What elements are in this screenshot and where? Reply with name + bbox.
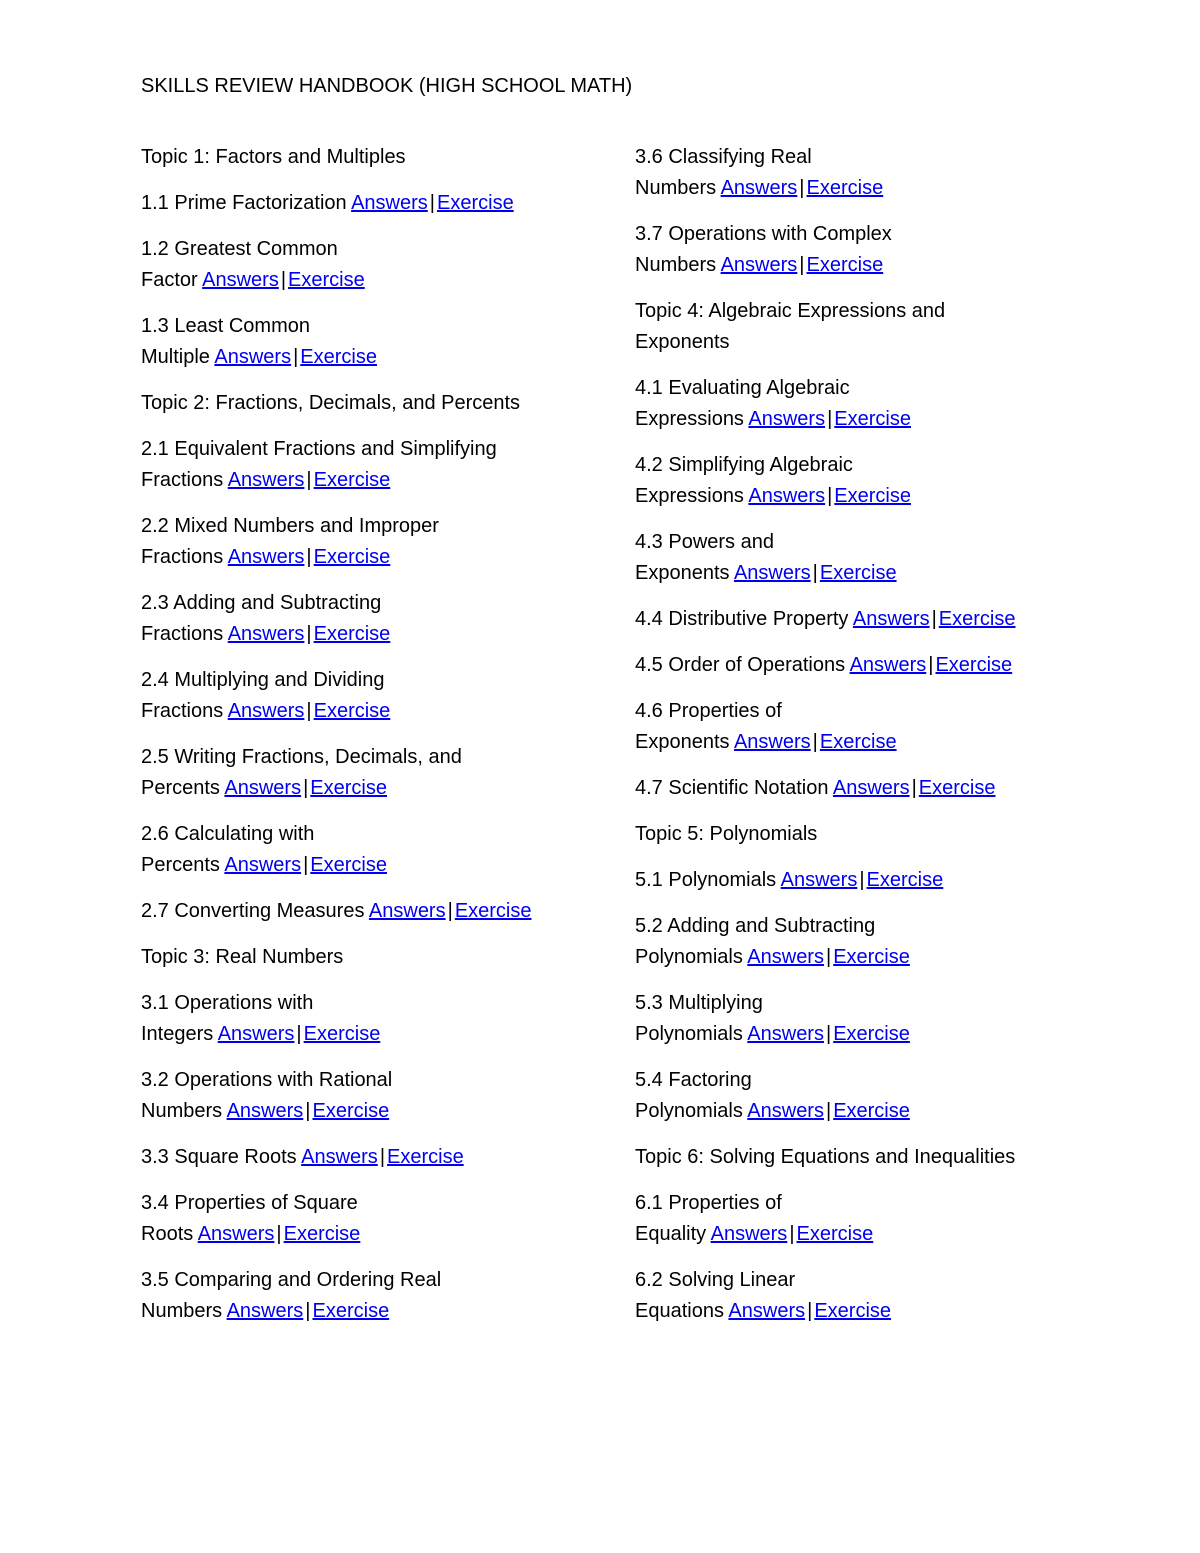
entry-text: 5.1 Polynomials	[635, 869, 777, 891]
section-entry	[635, 1265, 1075, 1327]
entry-text: 3.1 Operations with	[141, 992, 314, 1014]
exercise-link[interactable]: Exercise	[834, 485, 911, 507]
link-separator: |	[306, 469, 312, 491]
exercise-link[interactable]: Exercise	[310, 854, 387, 876]
exercise-link[interactable]: Exercise	[313, 546, 391, 568]
section-entry	[635, 1188, 1075, 1250]
answers-link[interactable]: Answers	[226, 1100, 304, 1122]
section-entry	[635, 604, 1075, 635]
section-entry	[635, 373, 1075, 435]
entry-text: Topic 1: Factors and Multiples	[141, 146, 406, 168]
entry-text: 4.2 Simplifying Algebraic	[635, 454, 853, 476]
link-separator: |	[789, 1223, 795, 1245]
answers-link[interactable]: Answers	[214, 346, 292, 368]
exercise-link[interactable]: Exercise	[283, 1223, 361, 1245]
page-title: SKILLS REVIEW HANDBOOK (HIGH SCHOOL MATH)	[141, 75, 633, 97]
entry-text: 1.3 Least Common	[141, 315, 310, 337]
entry-text: Fractions	[141, 546, 224, 568]
section-entry	[635, 1065, 1075, 1127]
exercise-link[interactable]: Exercise	[918, 777, 996, 799]
section-entry	[141, 188, 581, 219]
entry-text: 1.1 Prime Factorization	[141, 192, 347, 214]
exercise-link[interactable]: Exercise	[303, 1023, 381, 1045]
exercise-link[interactable]: Exercise	[312, 1100, 390, 1122]
entry-text: 3.3 Square Roots	[141, 1146, 297, 1168]
entry-text: 2.6 Calculating with	[141, 823, 315, 845]
section-entry	[141, 1188, 581, 1250]
exercise-link[interactable]: Exercise	[938, 608, 1016, 630]
left-column	[141, 142, 581, 1342]
entry-text: Expressions	[635, 485, 744, 507]
section-entry	[635, 911, 1075, 973]
link-separator: |	[429, 192, 435, 214]
link-separator: |	[303, 854, 309, 876]
answers-link[interactable]: Answers	[733, 731, 811, 753]
entry-text: Exponents	[635, 562, 730, 584]
exercise-link[interactable]: Exercise	[313, 623, 391, 645]
entry-text: 3.6 Classifying Real	[635, 146, 812, 168]
entry-text: 2.1 Equivalent Fractions and Simplifying	[141, 438, 497, 460]
entry-text: Exponents	[635, 731, 730, 753]
entry-text: Percents	[141, 777, 220, 799]
link-separator: |	[799, 177, 805, 199]
link-separator: |	[280, 269, 287, 291]
section-entry	[635, 773, 1075, 804]
link-separator: |	[859, 869, 865, 891]
link-separator: |	[799, 254, 805, 276]
section-entry	[141, 988, 581, 1050]
link-separator: |	[303, 777, 309, 799]
link-separator: |	[447, 900, 453, 922]
exercise-link[interactable]: Exercise	[454, 900, 532, 922]
link-separator: |	[825, 1023, 832, 1045]
entry-text: 6.1 Properties of	[635, 1192, 782, 1214]
entry-text: 3.2 Operations with Rational	[141, 1069, 393, 1091]
entry-text: 4.7 Scientific Notation	[635, 777, 829, 799]
link-separator: |	[911, 777, 917, 799]
answers-link[interactable]: Answers	[747, 1023, 824, 1045]
entry-text: 5.3 Multiplying	[635, 992, 763, 1014]
answers-link[interactable]: Answers	[733, 562, 811, 584]
entry-text: Fractions	[141, 700, 224, 722]
entry-text: 4.5 Order of Operations	[635, 654, 846, 676]
entry-text: 4.1 Evaluating Algebraic	[635, 377, 850, 399]
exercise-link[interactable]: Exercise	[300, 346, 377, 368]
exercise-link[interactable]: Exercise	[935, 654, 1013, 676]
entry-text: Roots	[141, 1223, 194, 1245]
entry-text: Expressions	[635, 408, 744, 430]
entry-text: Multiple	[141, 346, 210, 368]
section-entry	[141, 665, 581, 727]
entry-text: Equality	[635, 1223, 707, 1245]
answers-link[interactable]: Answers	[852, 608, 930, 630]
link-separator: |	[293, 346, 299, 368]
link-separator: |	[306, 700, 312, 722]
section-entry	[141, 434, 581, 496]
exercise-link[interactable]: Exercise	[806, 177, 884, 199]
entry-text: Numbers	[635, 254, 717, 276]
section-entry	[141, 1142, 581, 1173]
link-separator: |	[305, 1100, 311, 1122]
section-entry	[635, 650, 1075, 681]
answers-link[interactable]: Answers	[832, 777, 910, 799]
answers-link[interactable]: Answers	[217, 1023, 295, 1045]
topic-heading	[635, 1142, 1075, 1173]
link-separator: |	[305, 1300, 311, 1322]
entry-text: Polynomials	[635, 946, 743, 968]
link-separator: |	[306, 623, 312, 645]
topic-heading	[635, 296, 1075, 358]
answers-link[interactable]: Answers	[720, 254, 798, 276]
section-entry	[635, 219, 1075, 281]
entry-text: 3.7 Operations with Complex	[635, 223, 892, 245]
entry-text: Topic 4: Algebraic Expressions and	[635, 300, 946, 322]
answers-link[interactable]: Answers	[227, 700, 305, 722]
exercise-link[interactable]: Exercise	[313, 469, 391, 491]
link-separator: |	[928, 654, 934, 676]
section-entry	[141, 819, 581, 881]
exercise-link[interactable]: Exercise	[866, 869, 944, 891]
entry-text: 6.2 Solving Linear	[635, 1269, 796, 1291]
answers-link[interactable]: Answers	[224, 854, 302, 876]
entry-text: 4.6 Properties of	[635, 700, 782, 722]
answers-link[interactable]: Answers	[368, 900, 446, 922]
entry-text: Exponents	[635, 331, 730, 353]
answers-link[interactable]: Answers	[227, 469, 305, 491]
topic-heading	[141, 388, 581, 419]
exercise-link[interactable]: Exercise	[834, 408, 911, 430]
link-separator: |	[812, 731, 818, 753]
link-separator: |	[807, 1300, 813, 1322]
entry-text: Equations	[635, 1300, 724, 1322]
answers-link[interactable]: Answers	[748, 408, 826, 430]
link-separator: |	[379, 1146, 386, 1168]
section-entry	[635, 527, 1075, 589]
section-entry	[635, 450, 1075, 512]
entry-text: Fractions	[141, 623, 224, 645]
entry-text: 2.7 Converting Measures	[141, 900, 365, 922]
section-entry	[635, 988, 1075, 1050]
entry-text: Polynomials	[635, 1023, 743, 1045]
exercise-link[interactable]: Exercise	[819, 562, 897, 584]
exercise-link[interactable]: Exercise	[437, 192, 514, 214]
entry-text: Percents	[141, 854, 220, 876]
exercise-link[interactable]: Exercise	[819, 731, 897, 753]
answers-link[interactable]: Answers	[202, 269, 279, 291]
answers-link[interactable]: Answers	[728, 1300, 806, 1322]
entry-text: Topic 6: Solving Equations and Inequalities	[635, 1146, 1016, 1168]
link-separator: |	[306, 546, 312, 568]
answers-link[interactable]: Answers	[351, 192, 428, 214]
section-entry	[141, 742, 581, 804]
answers-link[interactable]: Answers	[747, 1100, 824, 1122]
entry-text: 5.2 Adding and Subtracting	[635, 915, 876, 937]
link-separator: |	[827, 408, 833, 430]
exercise-link[interactable]: Exercise	[833, 946, 910, 968]
entry-text: Fractions	[141, 469, 224, 491]
exercise-link[interactable]: Exercise	[387, 1146, 464, 1168]
entry-text: 3.4 Properties of Square	[141, 1192, 358, 1214]
section-entry	[141, 234, 581, 296]
entry-text: 3.5 Comparing and Ordering Real	[141, 1269, 442, 1291]
entry-text: 4.4 Distributive Property	[635, 608, 849, 630]
exercise-link[interactable]: Exercise	[310, 777, 387, 799]
exercise-link[interactable]: Exercise	[814, 1300, 892, 1322]
answers-link[interactable]: Answers	[780, 869, 858, 891]
entry-text: Topic 2: Fractions, Decimals, and Percents	[141, 392, 521, 414]
section-entry	[141, 511, 581, 573]
topic-heading	[141, 942, 581, 973]
answers-link[interactable]: Answers	[720, 177, 798, 199]
exercise-link[interactable]: Exercise	[796, 1223, 874, 1245]
section-entry	[635, 865, 1075, 896]
right-column	[635, 142, 1075, 1342]
exercise-link[interactable]: Exercise	[312, 1300, 390, 1322]
answers-link[interactable]: Answers	[301, 1146, 378, 1168]
link-separator: |	[812, 562, 818, 584]
section-entry	[141, 588, 581, 650]
exercise-link[interactable]: Exercise	[833, 1100, 910, 1122]
answers-link[interactable]: Answers	[748, 485, 826, 507]
entry-text: Polynomials	[635, 1100, 743, 1122]
answers-link[interactable]: Answers	[226, 1300, 304, 1322]
entry-text: Topic 5: Polynomials	[635, 823, 818, 845]
entry-text: Factor	[141, 269, 198, 291]
entry-text: Topic 3: Real Numbers	[141, 946, 344, 968]
entry-text: 4.3 Powers and	[635, 531, 774, 553]
entry-text: 1.2 Greatest Common	[141, 238, 338, 260]
topic-heading	[141, 142, 581, 173]
answers-link[interactable]: Answers	[227, 546, 305, 568]
exercise-link[interactable]: Exercise	[833, 1023, 910, 1045]
answers-link[interactable]: Answers	[227, 623, 305, 645]
entry-text: 2.2 Mixed Numbers and Improper	[141, 515, 439, 537]
link-separator: |	[827, 485, 833, 507]
entry-text: Integers	[141, 1023, 214, 1045]
entry-text: 5.4 Factoring	[635, 1069, 752, 1091]
answers-link[interactable]: Answers	[747, 946, 824, 968]
exercise-link[interactable]: Exercise	[313, 700, 391, 722]
answers-link[interactable]: Answers	[710, 1223, 788, 1245]
answers-link[interactable]: Answers	[197, 1223, 275, 1245]
link-separator: |	[825, 1100, 832, 1122]
entry-text: 2.4 Multiplying and Dividing	[141, 669, 385, 691]
link-separator: |	[931, 608, 937, 630]
entry-text: Numbers	[141, 1100, 223, 1122]
answers-link[interactable]: Answers	[849, 654, 927, 676]
link-separator: |	[276, 1223, 282, 1245]
section-entry	[141, 1265, 581, 1327]
section-entry	[635, 142, 1075, 204]
entry-text: Numbers	[141, 1300, 223, 1322]
section-entry	[141, 896, 581, 927]
section-entry	[635, 696, 1075, 758]
entry-text: 2.5 Writing Fractions, Decimals, and	[141, 746, 462, 768]
entry-text: Numbers	[635, 177, 717, 199]
link-separator: |	[825, 946, 832, 968]
link-separator: |	[296, 1023, 302, 1045]
section-entry	[141, 311, 581, 373]
exercise-link[interactable]: Exercise	[806, 254, 884, 276]
exercise-link[interactable]: Exercise	[288, 269, 365, 291]
entry-text: 2.3 Adding and Subtracting	[141, 592, 382, 614]
topic-heading	[635, 819, 1075, 850]
answers-link[interactable]: Answers	[224, 777, 302, 799]
section-entry	[141, 1065, 581, 1127]
